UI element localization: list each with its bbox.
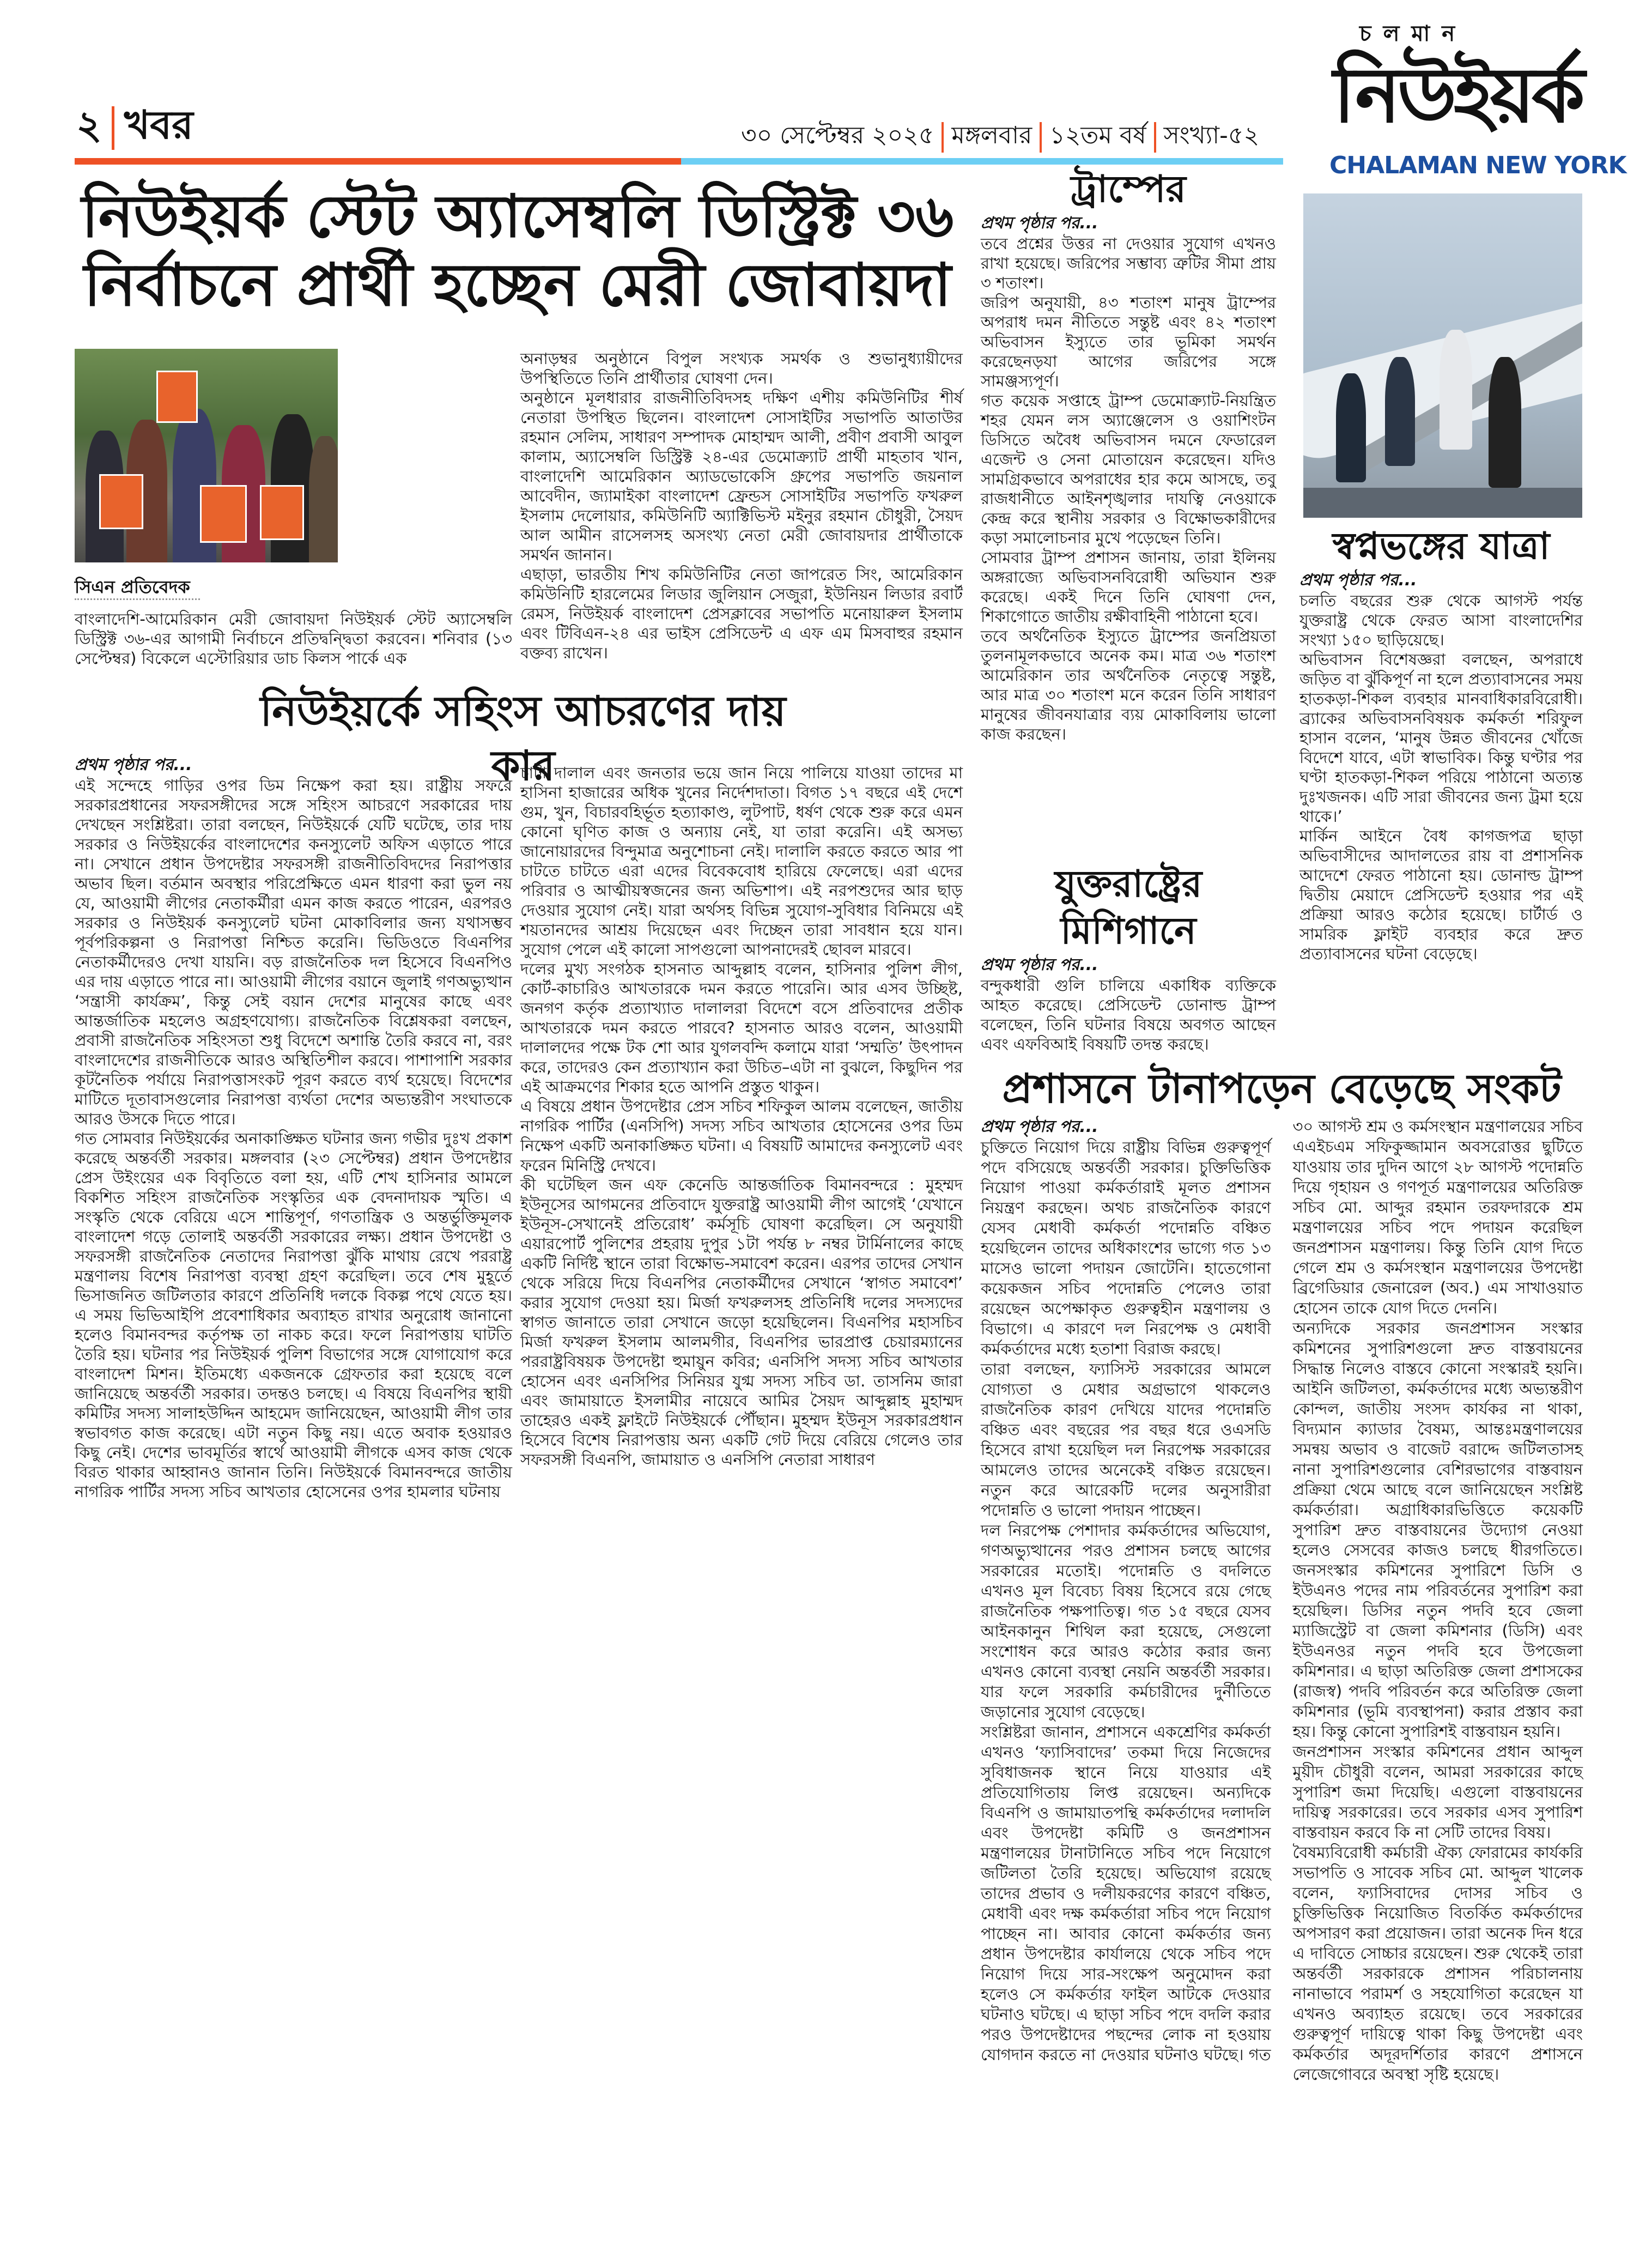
paragraph: চলতি বছরের শুরু থেকে আগস্ট পর্যন্ত যুক্তরাষ্ট্র থেকে ফেরত আসা বাংলাদেশির সংখ্যা ১৫০ ছাড়িয়েছে। — [1299, 591, 1583, 649]
paragraph: গত কয়েক সপ্তাহে ট্রাম্প ডেমোক্র্যাট-নিয়ন্ত্রিত শহর যেমন লস অ্যাঞ্জেলেস ও ওয়াশিংটন ডিসিতে অবৈধ অভিবাসন দমনে ফেডারেল এজেন্ট ও সেনা মোতায়েন করেছেন। যদিও সামগ্রিকভাবে অপরাধের হার কমে আসছে, তবু রাজধানীতে আইনশৃঙ্খলার দাযত্বি নেওয়াকে কেন্দ্র করে স্থানীয় সরকার ও বিক্ষোভকারীদের কড়া সমালোচনার মুখে পড়েছেন তিনি। — [981, 391, 1276, 547]
paragraph: জনপ্রশাসন সংস্কার কমিশনের প্রধান আব্দুল মুয়ীদ চৌধুরী বলেন, আমরা সরকারের কাছে সুপারিশ জমা দিয়েছি। এগুলো বাস্তবায়নের দায়িত্ব সরকারের। তবে সরকার এসব সুপারিশ বাস্তবায়ন করবে কি না সেটি তাদের বিষয়। — [1292, 1742, 1583, 1842]
paragraph: বাংলাদেশি-আমেরিকান মেরী জোবায়দা নিউইয়র্ক স্টেট অ্যাসেম্বলি ডিস্ট্রিক্ট ৩৬-এর আগামী নির্বাচনে প্রতিদ্বন্দ্বিতা করবেন। শনিবার (১৩ সেপ্টেম্বর) বিকেলে এস্টোরিয়ার ডাচ কিলস পার্কে এক — [75, 610, 512, 668]
continued-kicker: প্রথম পৃষ্ঠার পর... — [981, 955, 1098, 974]
logo-english: CHALAMAN NEW YORK — [1329, 150, 1586, 181]
continued-kicker: প্রথম পৃষ্ঠার পর... — [981, 214, 1098, 233]
paragraph: এই সন্দেহে গাড়ির ওপর ডিম নিক্ষেপ করা হয়। রাষ্ট্রীয় সফরে সরকারপ্রধানের সফরসঙ্গীদের সঙ্গে সহিংস আচরণে সরকারের দায় দেখছেন সংশ্লিষ্টরা। তারা বলছেন, নিউইয়র্কে যেটি ঘটেছে, তার দায় সরকার ও নিউইয়র্কের বাংলাদেশের কনস্যুলেট অফিস এড়াতে পারে না। সেখানে প্রধান উপদেষ্টার সফরসঙ্গী রাজনীতিবিদদের নিরাপত্তার অভাব ছিল। বর্তমান অবস্থার পরিপ্রেক্ষিতে এমন ধারণা করা ভুল নয় যে, আওয়ামী লীগের নেতাকর্মীরা এমন কাজ করতে পারেন, এরপরও সরকার ও নিউইয়র্ক কনস্যুলেট ঘটনা মোকাবিলার জন্য যথাসম্ভব পূর্বপরিকল্পনা ও নিরাপত্তা নিশ্চিত করেনি। ভিডিওতে বিএনপির নেতাকর্মীদেরও দেখা যায়নি। বড় রাজনৈতিক দল হিসেবে বিএনপিও এর দায় এড়াতে পারে না। আওয়ামী লীগের বয়ানে জুলাই গণঅভ্যুত্থান ‘সন্ত্রাসী কার্যক্রম’, কিন্তু সেই বয়ান দেশের মানুষের কাছে এবং আন্তর্জাতিক মহলেও অগ্রহণযোগ্য। রাজনৈতিক বিশ্লেষকরা বলছেন, প্রবাসী রাজনৈতিক সহিংসতা শুধু বিদেশে অশান্তি তৈরি করবে না, বরং বাংলাদেশের রাজনীতিকে আরও অস্থিতিশীল করবে। পাশাপাশি সরকার কূটনৈতিক পর্যায়ে নিরাপত্তাসংকট পূরণ করতে ব্যর্থ হয়েছে। বিদেশের মাটিতে দূতাবাসগুলোর নিরাপত্তা ব্যর্থতা দেশের অভ্যন্তরীণ সংঘাতকে আরও উসকে দিতে পারে। — [75, 776, 512, 1128]
page-section-label — [76, 95, 193, 161]
paragraph: অন্যদিকে সরকার জনপ্রশাসন সংস্কার কমিশনের সুপারিশগুলো দ্রুত বাস্তবায়নের সিদ্ধান্ত নিলেও বাস্তবে কোনো সংস্কারই হয়নি। আইনি জটিলতা, কর্মকর্তাদের মধ্যে অভ্যন্তরীণ কোন্দল, জাতীয় সংসদ কার্যকর না থাকা, বিদ্যমান ক্যাডার বৈষম্য, আন্তঃমন্ত্রণালয়ের সমন্বয় অভাব ও বাজেট বরাদ্দে জটিলতাসহ নানা সুপারিশগুলোর বেশিরভাগের বাস্তবায়ন প্রক্রিয়া থেমে আছে বলে জানিয়েছেন সংশ্লিষ্ট কর্মকর্তারা। অগ্রাধিকারভিত্তিতে কয়েকটি সুপারিশ দ্রুত বাস্তবায়নের উদ্যোগ নেওয়া হলেও সেসবের কাজও চলছে ধীরগতিতে। জনসংস্কার কমিশনের সুপারিশে ডিসি ও ইউএনও পদের নাম পরিবর্তনের সুপারিশ করা হয়েছিল। ডিসির নতুন পদবি হবে জেলা ম্যাজিস্ট্রেট বা জেলা কমিশনার (ডিসি) এবং ইউএনওর নতুন পদবি হবে উপজেলা কমিশনার। এ ছাড়া অতিরিক্ত জেলা প্রশাসকের (রাজস্ব) পদবি পরিবর্তন করে অতিরিক্ত জেলা কমিশনার (ভূমি ব্যবস্থাপনা) করার প্রস্তাব করা হয়। কিন্তু কোনো সুপারিশই বাস্তবায়ন হয়নি। — [1292, 1319, 1583, 1741]
logo-title: নিউইয়র্ক — [1333, 51, 1582, 140]
trump-story-body — [981, 234, 1276, 744]
paragraph: অভিবাসন বিশেষজ্ঞরা বলছেন, অপরাধে জড়িত বা ঝুঁকিপূর্ণ না হলে প্রত্যাবাসনের সময় হাতকড়া-শিকল ব্যবহার মানবাধিকারবিরোধী। ব্র্যাকের অভিবাসনবিষয়ক কর্মকর্তা শরিফুল হাসান বলেন, ‘মানুষ উন্নত জীবনের খোঁজে বিদেশে যাবে, এটা স্বাভাবিক। কিন্তু ঘণ্টার পর ঘণ্টা হাতকড়া-শিকল পরিয়ে পাঠানো অত্যন্ত দুঃখজনক। এটি সারা জীবনের জন্য ট্রমা হয়ে থাকে।’ — [1299, 650, 1583, 826]
paragraph: সোমবার ট্রাম্প প্রশাসন জানায়, তারা ইলিনয় অঙ্গরাজ্যে অভিবাসনবিরোধী অভিযান শুরু করেছে। একই দিনে তিনি ঘোষণা দেন, শিকাগোতে জাতীয় রক্ষীবাহিনী পাঠানো হবে। — [981, 548, 1276, 626]
dream-story-headline: স্বপ্নভঙ্গের যাত্রা — [1332, 525, 1550, 568]
michigan-story-headline: যুক্তরাষ্ট্রের মিশিগানে — [1054, 863, 1202, 953]
paragraph: তবে প্রশ্নের উত্তর না দেওয়ার সুযোগ এখনও রাখা হয়েছে। জরিপের সম্ভাব্য ত্রুটির সীমা প্রায় ৩ শতাংশ। — [981, 234, 1276, 292]
michigan-story-body — [981, 976, 1276, 1054]
violence-story-headline: নিউইয়র্কে সহিংস আচরণের দায় কার — [229, 684, 817, 793]
paragraph: সংশ্লিষ্টরা জানান, প্রশাসনে একশ্রেণির কর্মকর্তা এখনও ‘ফ্যাসিবাদের’ তকমা দিয়ে নিজেদের সুবিধাজনক স্থানে নিয়ে যাওয়ার এই প্রতিযোগিতায় লিপ্ত রয়েছেন। অন্যদিকে বিএনপি ও জামায়াতপন্থি কর্মকর্তাদের দলাদলি এবং উপদেষ্টা কমিটি ও জনপ্রশাসন মন্ত্রণালয়ের টানাটানিতে সচিব পদে নিয়োগে জটিলতা তৈরি হয়েছে। অভিযোগ রয়েছে তাদের প্রভাব ও দলীয়করণের কারণে বঞ্চিত, মেধাবী এবং দক্ষ কর্মকর্তারা সচিব পদে নিয়োগ পাচ্ছেন না। আবার কোনো কর্মকর্তার জন্য প্রধান উপদেষ্টার কার্যালয়ে থেকে সচিব পদে নিয়োগ দিয়ে সার-সংক্ষেপ অনুমোদন করা হলেও সে কর্মকর্তার ফাইল আটকে দেওয়ার ঘটনাও ঘটছে। এ ছাড়া সচিব পদে বদলি করার পরও উপদেষ্টাদের পছন্দের লোক না হওয়ায় যোগদান করতে না দেওয়ার ঘটনাও ঘটছে। গত ৩০ আগস্ট শ্রম ও কর্মসংস্থান মন্ত্রণালয়ের সচিব এএইচএম সফিকুজ্জামান অবসরোত্তর ছুটিতে যাওয়ায় তার দুদিন আগে ২৮ আগস্ট পদোন্নতি দিয়ে গৃহায়ন ও গণপূর্ত মন্ত্রণালয়ের অতিরিক্ত সচিব মো. আব্দুর রহমান তরফদারকে শ্রম মন্ত্রণালয়ের সচিব পদে পদায়ন করেছিল জনপ্রশাসন মন্ত্রণালয়। কিন্তু তিনি যোগ দিতে গেলে শ্রম ও কর্মসংস্থান মন্ত্রণালয়ের উপদেষ্টা ব্রিগেডিয়ার জেনারেল (অব.) এম সাখাওয়াত হোসেন তাকে যোগ দিতে দেননি। — [981, 1117, 1583, 2064]
lead-headline — [74, 183, 962, 320]
divider — [1040, 122, 1042, 153]
lead-story-body-right — [520, 349, 963, 663]
paragraph: অনুষ্ঠানে মূলধারার রাজনীতিবিদসহ দক্ষিণ এশীয় কমিউনিটির শীর্ষ নেতারা উপস্থিত ছিলেন। বাংলাদেশ সোসাইটির সভাপতি আতাউর রহমান সেলিম, সাধারণ সম্পাদক মোহাম্মদ আলী, প্রবীণ প্রবাসী আবুল কালাম, অ্যাসেম্বলি ডিস্ট্রিক্ট ২৪-এর ডেমোক্র্যাট প্রার্থী মাহতাব খান, বাংলাদেশি আমেরিকান অ্যাডভোকেসি গ্রুপের সভাপতি জয়নাল আবেদীন, জ্যামাইকা বাংলাদেশ ফ্রেন্ডস সোসাইটির সভাপতি ফখরুল ইসলাম দেলোয়ার, কমিউনিটি অ্যাক্টিভিস্ট মইনুর রহমান চৌধুরী, সৈয়দ আল আমীন রাসেলসহ অসংখ্য নেতা মেরী জোবায়দার প্রার্থীতাকে সমর্থন জানান। — [520, 389, 963, 564]
byline-divider — [75, 598, 200, 600]
paragraph: বৈষম্যবিরোধী কর্মচারী ঐক্য ফোরামের কার্যকরি সভাপতি ও সাবেক সচিব মো. আব্দুল খালেক বলেন, ফ্যাসিবাদের দোসর সচিব ও চুক্তিভিত্তিক নিয়োজিত বিতর্কিত কর্মকর্তাদের অপসারণ করা প্রয়োজন। তারা অনেক দিন ধরে এ দাবিতে সোচ্চার রয়েছেন। শুরু থেকেই তারা অন্তর্বর্তী সরকারকে প্রশাসন পরিচালনায় নানাভাবে পরামর্শ ও সহযোগিতা করেছেন যা এখনও অব্যাহত রয়েছে। তবে সরকারের গুরুত্বপূর্ণ দায়িত্বে থাকা কিছু উপদেষ্টা এবং কর্মকর্তার অদূরদর্শিতার কারণে প্রশাসনে লেজেগোবরে অবস্থা সৃষ্টি হয়েছে। — [1292, 1843, 1583, 2084]
violence-story-paragraphs-left — [75, 776, 512, 1501]
dream-story — [1299, 523, 1583, 964]
dateline — [741, 117, 1259, 157]
paragraph: তারা বলছেন, ফ্যাসিস্ট সরকারের আমলে যোগ্যতা ও মেধার অগ্রভাগে থাকলেও রাজনৈতিক কারণ দেখিয়ে যাদের পদোন্নতি বঞ্চিত এবং বছরের পর বছর ধরে ওএসডি হিসেবে রাখা হয়েছিল দল নিরপেক্ষ সরকারের আমলেও তাদের অনেকেই বঞ্চিত রয়েছেন। নতুন করে আরেকটি দলের অনুসারীরা পদোন্নতি ও ভালো পদায়ন পাচ্ছেন। — [981, 1360, 1271, 1519]
lead-story-body-left — [75, 609, 512, 668]
continued-kicker: প্রথম পৃষ্ঠার পর... — [75, 755, 192, 774]
paragraph: তবে অর্থনৈতিক ইস্যুতে ট্রাম্পের জনপ্রিয়তা তুলনামূলকভাবে অনেক কম। মাত্র ৩৬ শতাংশ আমেরিকান তার অর্থনৈতিক নেতৃত্বে সন্তুষ্ট, আর মাত্র ৩০ শতাংশ মনে করেন তিনি সাধারণ মানুষের জীবনযাত্রার ব্যয় মোকাবিলায় ভালো কাজ করছেন। — [981, 627, 1276, 743]
section-name: খবর — [124, 102, 193, 148]
divider — [942, 122, 944, 153]
issue-weekday: মঙ্গলবার — [951, 122, 1032, 149]
divider — [1154, 122, 1156, 153]
admin-story-body — [981, 1117, 1583, 2085]
byline: সিএন প্রতিবেদক — [75, 577, 190, 597]
deportation-photo — [1303, 193, 1582, 518]
header-color-bar — [75, 158, 1283, 165]
trump-story — [981, 166, 1276, 744]
continued-kicker: প্রথম পৃষ্ঠার পর... — [981, 1117, 1098, 1136]
paragraph: এ বিষয়ে প্রধান উপদেষ্টার প্রেস সচিব শফিকুল আলম বলেছেন, জাতীয় নাগরিক পার্টির (এনসিপি) সদস্য সচিব আখতার হোসেনের ওপর ডিম নিক্ষেপ একটি অনাকাঙ্ক্ষিত ঘটনা। এ বিষয়টি আমাদের কনস্যুলেট এবং ফরেন মিনিস্ট্রি দেখবে। — [520, 1097, 963, 1174]
paragraph: জরিপ অনুযায়ী, ৪৩ শতাংশ মানুষ ট্রাম্পের অপরাধ দমন নীতিতে সন্তুষ্ট এবং ৪২ শতাংশ অভিবাসন ইস্যুতে তার ভূমিকা সমর্থন করেছেনড়যা আগের জরিপের সঙ্গে সামঞ্জস্যপূর্ণ। — [981, 293, 1276, 390]
logo-small-text: চলমান — [1359, 21, 1467, 46]
issue-date: ৩০ সেপ্টেম্বর ২০২৫ — [741, 122, 934, 149]
admin-story — [981, 1065, 1583, 2085]
admin-story-paragraphs — [981, 1117, 1583, 2085]
lead-story-photo — [75, 349, 338, 562]
michigan-story — [981, 861, 1276, 1054]
paragraph: দল নিরপেক্ষ পেশাদার কর্মকর্তাদের অভিযোগ, গণঅভ্যুত্থানের পরও প্রশাসন চলছে আগের সরকারের মতোই। পদোন্নতি ও বদলিতে এখনও মূল বিবেচ্য বিষয় হিসেবে রয়ে গেছে রাজনৈতিক পক্ষপাতিত্ব। গত ১৫ বছরে যেসব আইনকানুন শিথিল করা হয়েছে, সেগুলো সংশোধন করে আরও কঠোর করার জন্য এখনও কোনো ব্যবস্থা নেয়নি অন্তর্বর্তী সরকার। যার ফলে সরকারি কর্মচারীদের দুর্নীতিতে জড়ানোর সুযোগ বেড়েছে। — [981, 1521, 1271, 1721]
violence-story-body-right — [520, 763, 963, 1469]
newspaper-logo — [1329, 21, 1626, 185]
dream-story-body — [1299, 591, 1583, 964]
page-number: ২ — [76, 102, 102, 148]
lead-headline-line-1: নিউইয়র্ক স্টেট অ্যাসেম্বলি ডিস্ট্রিক্ট ৩৬ — [81, 183, 954, 251]
paragraph: চাটা দালাল এবং জনতার ভয়ে জান নিয়ে পালিয়ে যাওয়া তাদের মা হাসিনা হাজারের অধিক খুনের নির্দেশদাতা। বিগত ১৭ বছরে এই দেশে গুম, খুন, বিচারবহির্ভূত হত্যাকাণ্ড, লুটপাট, ধর্ষণ থেকে শুরু করে এমন কোনো ঘৃণিত কাজ ও অন্যায় নেই, যা তারা করেনি। এই অসভ্য জানোয়ারদের বিন্দুমাত্র অনুশোচনা নেই। দালালি করতে করতে আর পা চাটতে চাটতে এরা এদের বিবেকবোধ হারিয়ে ফেলেছে। এরা এদের পরিবার ও আত্মীয়স্বজনের জন্য অভিশাপ। এই নরপশুদের আর ছাড় দেওয়ার সুযোগ নেই। যারা অর্থসহ বিভিন্ন সুযোগ-সুবিধার বিনিময়ে এই শয়তানদের আশ্রয় দিয়েছেন এবং দিচ্ছেন তারা সাবধান হয়ে যান। সুযোগ পেলে এই কালো সাপগুলো আপনাদেরই ছোবল মারবে। — [520, 764, 963, 959]
paragraph: মার্কিন আইনে বৈধ কাগজপত্র ছাড়া অভিবাসীদের আদালতের রায় বা প্রশাসনিক আদেশে ফেরত পাঠানো হয়। ডোনাল্ড ট্রাম্প দ্বিতীয় মেয়াদে প্রেসিডেন্ট হওয়ার পর এই প্রক্রিয়া আরও কঠোর হয়েছে। চার্টার্ড ও সামরিক ফ্লাইট ব্যবহার করে দ্রুত প্রত্যাবাসনের ঘটনা বেড়েছে। — [1299, 827, 1583, 963]
divider — [112, 106, 114, 150]
paragraph: চুক্তিতে নিয়োগ দিয়ে রাষ্ট্রীয় বিভিন্ন গুরুত্বপূর্ণ পদে বসিয়েছে অন্তর্বর্তী সরকার। চুক্তিভিত্তিক নিয়োগ পাওয়া কর্মকর্তারাই মূলত প্রশাসন নিয়ন্ত্রণ করছেন। অথচ রাজনৈতিক কারণে যেসব মেধাবী কর্মকর্তা পদোন্নতি বঞ্চিত হয়েছিলেন তাদের অধিকাংশের ভাগ্যে গত ১৩ মাসেও ভালো পদায়ন জোটেনি। হাতেগোনা কয়েকজন সচিব পদোন্নতি পেলেও তারা রয়েছেন অপেক্ষাকৃত গুরুত্বহীন মন্ত্রণালয় ও বিভাগে। এ কারণে দল নিরপেক্ষ ও মেধাবী কর্মকর্তাদের মধ্যে হতাশা বিরাজ করছে। — [981, 1138, 1271, 1358]
paragraph: দলের মুখ্য সংগঠক হাসনাত আব্দুল্লাহ বলেন, হাসিনার পুলিশ লীগ, কোর্ট-কাচারিও আখতারকে দমন করতে পারেনি। আর এসব উচ্ছিষ্ট, জনগণ কর্তৃক প্রত্যাখ্যাত দালালরা বিদেশে বসে প্রতিবাদের প্রতীক আখতারকে দমন করতে পারবে? হাসনাত আরও বলেন, আওয়ামী দালালদের পক্ষে টক শো আর যুগলবন্দি কলামে যারা ‘সম্মতি’ উৎপাদন করে, তাদেরও কেন প্রত্যাখ্যান করা উচিত–এটা না বুঝলে, কিছুদিন পর এই আক্রমণের শিকার হতে আপনি প্রস্তুত থাকুন। — [520, 960, 963, 1096]
issue-number: সংখ্যা-৫২ — [1163, 122, 1260, 149]
trump-story-headline: ট্রাম্পের — [1071, 168, 1186, 211]
continued-kicker: প্রথম পৃষ্ঠার পর... — [1299, 571, 1417, 590]
admin-story-headline: প্রশাসনে টানাপড়েন বেড়েছে সংকট — [1002, 1065, 1562, 1112]
violence-story-body-left — [75, 755, 512, 1501]
paragraph: কী ঘটেছিল জন এফ কেনেডি আন্তর্জাতিক বিমানবন্দরে : মুহম্মদ ইউনূসের আগমনের প্রতিবাদে যুক্তরাষ্ট্র আওয়ামী লীগ আগেই ‘যেখানে ইউনূস-সেখানেই প্রতিরোধ’ কর্মসূচি ঘোষণা করেছিল। সে অনুযায়ী এয়ারপোর্ট পুলিশের প্রহরায় দুপুর ১টা পর্যন্ত ৮ নম্বর টার্মিনালের কাছে একটি নির্দিষ্ট স্থানে তারা বিক্ষোভ-সমাবেশ করেন। এরপর তাদের সেখান থেকে সরিয়ে দিয়ে বিএনপির নেতাকর্মীদের সেখানে ‘স্বাগত সমাবেশ’ করার সুযোগ দেওয়া হয়। মির্জা ফখরুলসহ প্রতিনিধি দলের সদস্যদের স্বাগত জানাতে তারা সেখানে জড়ো হয়েছিলেন। বিএনপির মহাসচিব মির্জা ফখরুল ইসলাম আলমগীর, বিএনপির ভারপ্রাপ্ত চেয়ারম্যানের পররাষ্ট্রবিষয়ক উপদেষ্টা হুমায়ুন কবির; এনসিপি সদস্য সচিব আখতার হোসেন এবং এনসিপির সিনিয়র যুগ্ম সদস্য সচিব ডা. তাসনিম জারা এবং জামায়াতে ইসলামীর নায়েবে আমির সৈয়দ আব্দুল্লাহ মুহাম্মদ তাহেরও একই ফ্লাইটে নিউইয়র্কে পৌঁছান। মুহম্মদ ইউনূস সরকারপ্রধান হিসেবে বিশেষ নিরাপত্তায় অন্য একটি গেট দিয়ে বেরিয়ে গেলেও তার সফরসঙ্গী বিএনপি, জামায়াত ও এনসিপি নেতারা সাধারণ — [520, 1176, 963, 1469]
paragraph: গত সোমবার নিউইয়র্কের অনাকাঙ্ক্ষিত ঘটনার জন্য গভীর দুঃখ প্রকাশ করেছে অন্তর্বর্তী সরকার। মঙ্গলবার (২৩ সেপ্টেম্বর) প্রধান উপদেষ্টার প্রেস উইংয়ের এক বিবৃতিতে বলা হয়, এটি শেখ হাসিনার আমলে বিকশিত সহিংস রাজনৈতিক সংস্কৃতির এক বেদনাদায়ক স্মৃতি। এ সংস্কৃতি থেকে বেরিয়ে এসে শান্তিপূর্ণ, গণতান্ত্রিক ও অন্তর্ভুক্তিমূলক বাংলাদেশ গড়ে তোলাই অন্তর্বর্তী সরকারের লক্ষ্য। প্রধান উপদেষ্টা ও সফরসঙ্গী রাজনৈতিক নেতাদের নিরাপত্তা ঝুঁকি মাথায় রেখে পররাষ্ট্র মন্ত্রণালয় বিশেষ নিরাপত্তা ব্যবস্থা গ্রহণ করেছিল। তবে শেষ মুহূর্তে ভিসাজনিত জটিলতার কারণে প্রতিনিধি দলকে বিকল্প পথে যেতে হয়। এ সময় ভিভিআইপি প্রবেশাধিকার অব্যাহত রাখার অনুরোধ জানানো হলেও বিমানবন্দর কর্তৃপক্ষ তা নাকচ করে। ফলে নিরাপত্তায় ঘাটতি তৈরি হয়। ঘটনার পর নিউইয়র্ক পুলিশ বিভাগের সঙ্গে যোগাযোগ করে বাংলাদেশ মিশন। ইতিমধ্যে একজনকে গ্রেফতার করা হয়েছে বলে জানিয়েছে অন্তর্বর্তী সরকার। তদন্তও চলছে। এ বিষয়ে বিএনপির স্থায়ী কমিটির সদস্য সালাহউদ্দিন আহমেদ জানিয়েছেন, আওয়ামী লীগ তার স্বভাবগত কাজ করেছে। এটা নতুন কিছু নয়। এতে অবাক হওয়ারও কিছু নেই। দেশের ভাবমূর্তির স্বার্থে আওয়ামী লীগকে এসব কাজ থেকে বিরত থাকার আহ্বানও জানান তিনি। নিউইয়র্কে বিমানবন্দরে জাতীয় নাগরিক পার্টির সদস্য সচিব আখতার হোসেনের ওপর হামলার ঘটনায় — [75, 1129, 512, 1501]
issue-volume: ১২তম বর্ষ — [1049, 122, 1146, 149]
paragraph: এছাড়া, ভারতীয় শিখ কমিউনিটির নেতা জাপরেত সিং, আমেরিকান কমিউনিটি হারলেমের লিডার জুলিয়ান সেজুরা, ইউনিয়ন লিডার রবার্ট রেমস, নিউইয়র্ক বাংলাদেশ প্রেসক্লাবের সভাপতি মনোয়ারুল ইসলাম এবং টিবিএন-২৪ এর ভাইস প্রেসিডেন্ট এ এফ এম মিসবাহুর রহমান বক্তব্য রাখেন। — [520, 565, 963, 662]
paragraph: অনাড়ম্বর অনুষ্ঠানে বিপুল সংখ্যক সমর্থক ও শুভানুধ্যায়ীদের উপস্থিতিতে তিনি প্রার্থীতার ঘোষণা দেন। — [520, 349, 963, 387]
paragraph: বন্দুকধারী গুলি চালিয়ে একাধিক ব্যক্তিকে আহত করেছে। প্রেসিডেন্ট ডোনাল্ড ট্রাম্প বলেছেন, তিনি ঘটনার বিষয়ে অবগত আছেন এবং এফবিআই বিষয়টি তদন্ত করছে। — [981, 976, 1276, 1053]
lead-headline-line-2: নির্বাচনে প্রার্থী হচ্ছেন মেরী জোবায়দা — [84, 251, 951, 319]
